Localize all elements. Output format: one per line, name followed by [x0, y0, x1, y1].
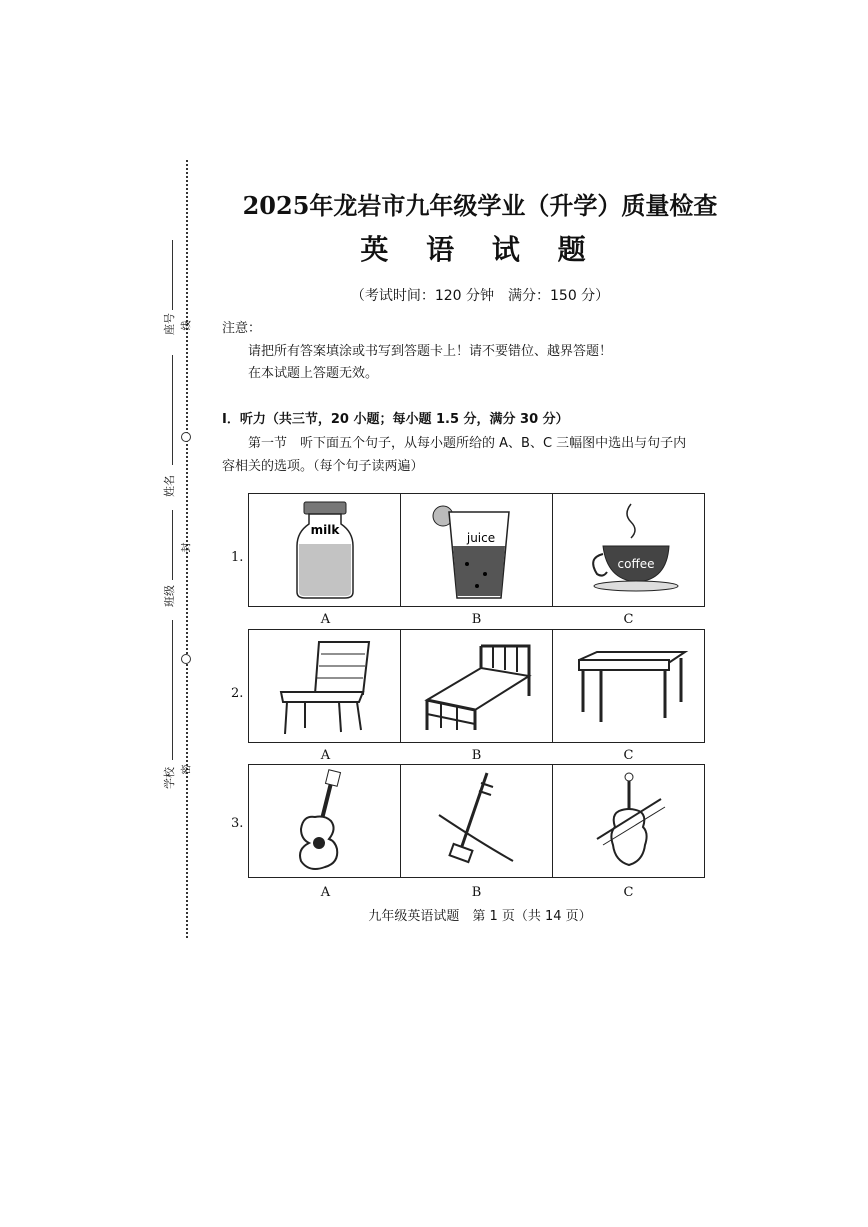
q2-option-b: B — [471, 748, 482, 763]
q1-option-a: A — [320, 612, 331, 627]
q3-option-c: C — [623, 885, 634, 900]
milk-bottle-icon — [249, 494, 401, 606]
juice-label: juice — [466, 531, 496, 545]
erhu-icon — [401, 765, 553, 877]
violin-icon — [553, 765, 704, 877]
notice-line-1: 请把所有答案填涂或书写到答题卡上！请不要错位、越界答题！ — [248, 344, 613, 359]
notice-line-2: 在本试题上答题无效。 — [248, 366, 379, 381]
binding-line-char: 线 — [181, 320, 193, 331]
q1-option-c: C — [623, 612, 634, 627]
question-1-images — [248, 493, 705, 607]
juice-glass-icon — [401, 494, 553, 606]
subject-title: 英 语 试 题 — [360, 233, 600, 266]
q3-option-a: A — [320, 885, 331, 900]
part1-instruction-line2: 容相关的选项。（每个句子读两遍） — [222, 459, 424, 474]
part1-instruction-line1: 第一节 听下面五个句子，从每小题所给的 A、B、C 三幅图中选出与句子内 — [248, 436, 687, 451]
q3-option-b: B — [471, 885, 482, 900]
binding-circle-bottom — [181, 654, 191, 664]
q1-option-b: B — [471, 612, 482, 627]
question-3-images — [248, 764, 705, 878]
bed-icon — [401, 630, 553, 742]
class-label: 班级 — [163, 585, 176, 607]
class-underline — [172, 510, 173, 580]
notice-heading: 注意： — [222, 321, 262, 336]
name-underline — [172, 355, 173, 465]
seat-label: 座号 — [163, 313, 176, 335]
question-2-images — [248, 629, 705, 743]
table-icon — [553, 630, 704, 742]
section-title: Ⅰ．听力（共三节，20 小题；每小题 1.5 分，满分 30 分） — [222, 412, 569, 427]
school-underline — [172, 620, 173, 760]
school-label: 学校 — [163, 767, 176, 789]
q2-option-c: C — [623, 748, 634, 763]
milk-label: milk — [310, 523, 340, 537]
binding-circle-top — [181, 432, 191, 442]
question-number-3: 3. — [231, 816, 244, 831]
coffee-label: coffee — [617, 557, 655, 571]
exam-meta: （考试时间：120 分钟 满分：150 分） — [350, 288, 610, 304]
question-number-2: 2. — [231, 686, 244, 701]
binding-secret-char: 密 — [181, 764, 193, 775]
seat-underline — [172, 240, 173, 310]
binding-seal-char: 封 — [181, 542, 193, 553]
q2-option-a: A — [320, 748, 331, 763]
page-footer: 九年级英语试题 第 1 页（共 14 页） — [368, 909, 592, 924]
guitar-icon — [249, 765, 401, 877]
coffee-cup-icon — [553, 494, 704, 606]
question-number-1: 1. — [231, 550, 244, 565]
chair-icon — [249, 630, 401, 742]
name-label: 姓名 — [163, 475, 176, 497]
exam-title: 2025年龙岩市九年级学业（升学）质量检查 — [242, 191, 718, 220]
